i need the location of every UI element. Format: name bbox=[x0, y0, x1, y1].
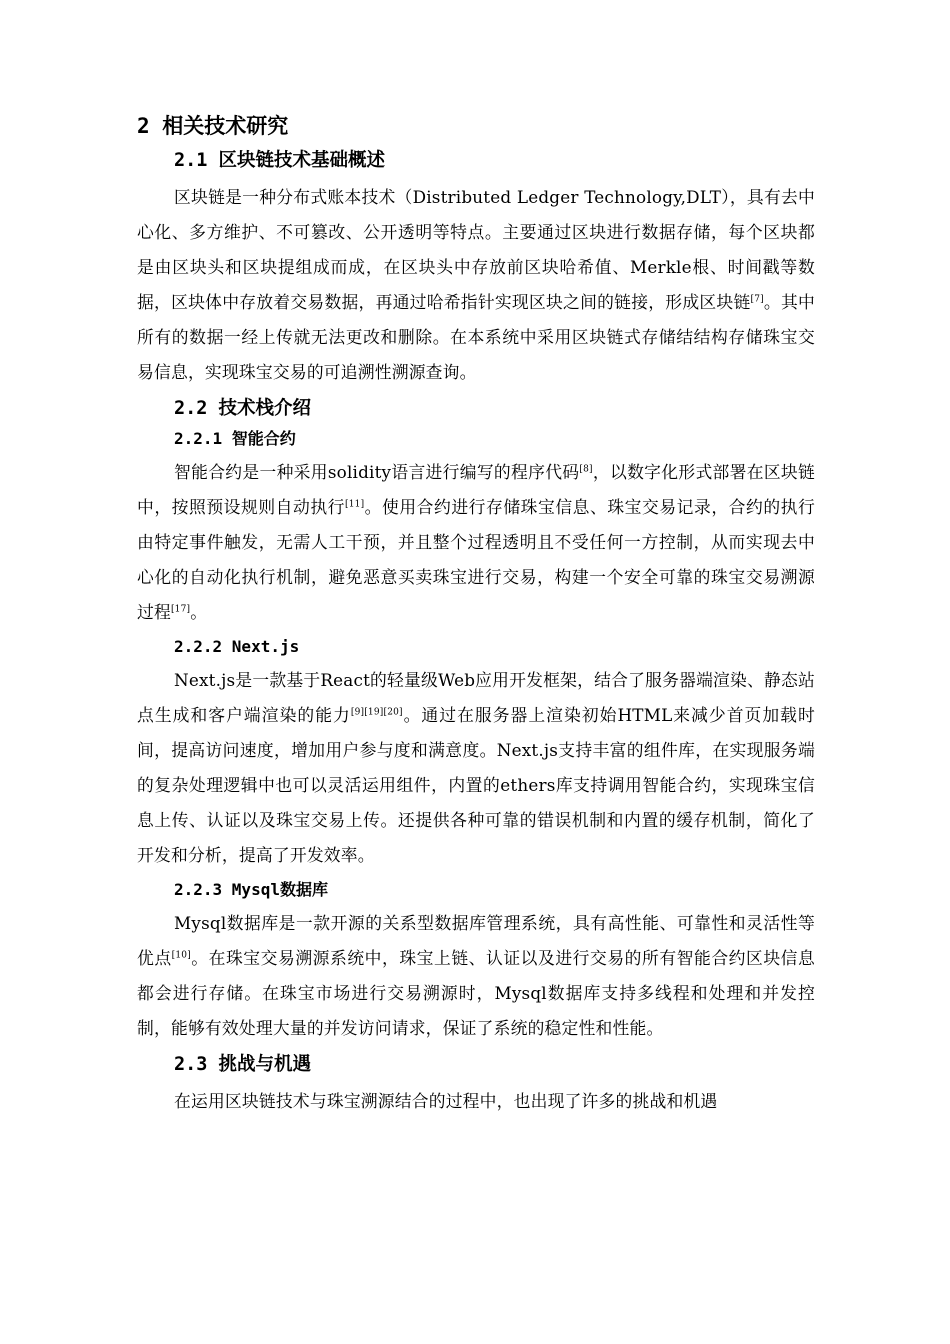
citation-17: [17] bbox=[170, 604, 191, 615]
text-run: Mysql数据库是一款开源的关系型数据库管理系统，具有高性能、可靠性和灵活性等优点 bbox=[137, 913, 815, 968]
text-run: ，以数字化形式部署在区块链中，按照预设规则自动执行 bbox=[137, 462, 815, 517]
section-heading-2-1: 2.1 区块链技术基础概述 bbox=[174, 150, 386, 171]
citation-11: [11] bbox=[345, 499, 365, 510]
chapter-title: 2 相关技术研究 bbox=[137, 114, 289, 138]
paragraph-challenges: 在运用区块链技术与珠宝溯源结合的过程中，也出现了许多的挑战和机遇 bbox=[174, 1091, 718, 1111]
citation-7: [7] bbox=[750, 294, 764, 305]
text-run: 。 bbox=[190, 602, 208, 622]
subsection-heading-2-2-1: 2.2.1 智能合约 bbox=[174, 429, 296, 448]
text-run: 区块链是一种分布式账本技术（Distributed Ledger Technology,DLT），具有去中心化、多方维护、不可篡改、公开透明等特点。主要通过区块进行数据存储，每个区块都是由区块头和区块提组成而成，在区块头中存放前区块哈希值、Merkle根、时间戳等数据，区块体中存放着交易数据，再通过哈希指针实现区块之间的链接，形成区块链 bbox=[137, 187, 815, 312]
paragraph-mysql bbox=[137, 906, 815, 1046]
text-run: 。使用合约进行存储珠宝信息、珠宝交易记录，合约的执行由特定事件触发，无需人工干预，并且整个过程透明且不受任何一方控制，从而实现去中心化的自动化执行机制，避免恶意买卖珠宝进行交易，构建一个安全可靠的珠宝交易溯源过程 bbox=[137, 497, 815, 622]
citation-9-19-20: [9][19][20] bbox=[350, 707, 403, 718]
text-run: 。在珠宝交易溯源系统中，珠宝上链、认证以及进行交易的所有智能合约区块信息都会进行存储。在珠宝市场进行交易溯源时，Mysql数据库支持多线程和处理和并发控制，能够有效处理大量的并发访问请求，保证了系统的稳定性和性能。 bbox=[137, 948, 815, 1038]
text-run: 。其中所有的数据一经上传就无法更改和删除。在本系统中采用区块链式存储结结构存储珠宝交易信息，实现珠宝交易的可追溯性溯源查询。 bbox=[137, 292, 816, 382]
text-run: 。通过在服务器上渲染初始HTML来减少首页加载时间，提高访问速度，增加用户参与度和满意度。Next.js支持丰富的组件库，在实现服务端的复杂处理逻辑中也可以灵活运用组件，内置的ethers库支持调用智能合约，实现珠宝信息上传、认证以及珠宝交易上传。还提供各种可靠的错误机制和内置的缓存机制，简化了开发和分析，提高了开发效率。 bbox=[137, 705, 815, 865]
citation-10: [10] bbox=[171, 950, 191, 961]
paragraph-nextjs bbox=[137, 663, 815, 873]
section-heading-2-2: 2.2 技术栈介绍 bbox=[174, 398, 312, 419]
paragraph-smart-contract bbox=[137, 455, 815, 630]
subsection-heading-2-2-3: 2.2.3 Mysql数据库 bbox=[174, 880, 328, 899]
text-run: Next.js是一款基于React的轻量级Web应用开发框架，结合了服务器端渲染、静态站点生成和客户端渲染的能力 bbox=[137, 670, 815, 725]
document-page bbox=[137, 112, 815, 1121]
paragraph-blockchain-overview bbox=[137, 180, 815, 390]
subsection-heading-2-2-2: 2.2.2 Next.js bbox=[174, 637, 300, 656]
text-run: 智能合约是一种采用solidity语言进行编写的程序代码 bbox=[174, 462, 580, 482]
citation-8: [8] bbox=[579, 464, 593, 475]
section-heading-2-3: 2.3 挑战与机遇 bbox=[174, 1054, 312, 1075]
